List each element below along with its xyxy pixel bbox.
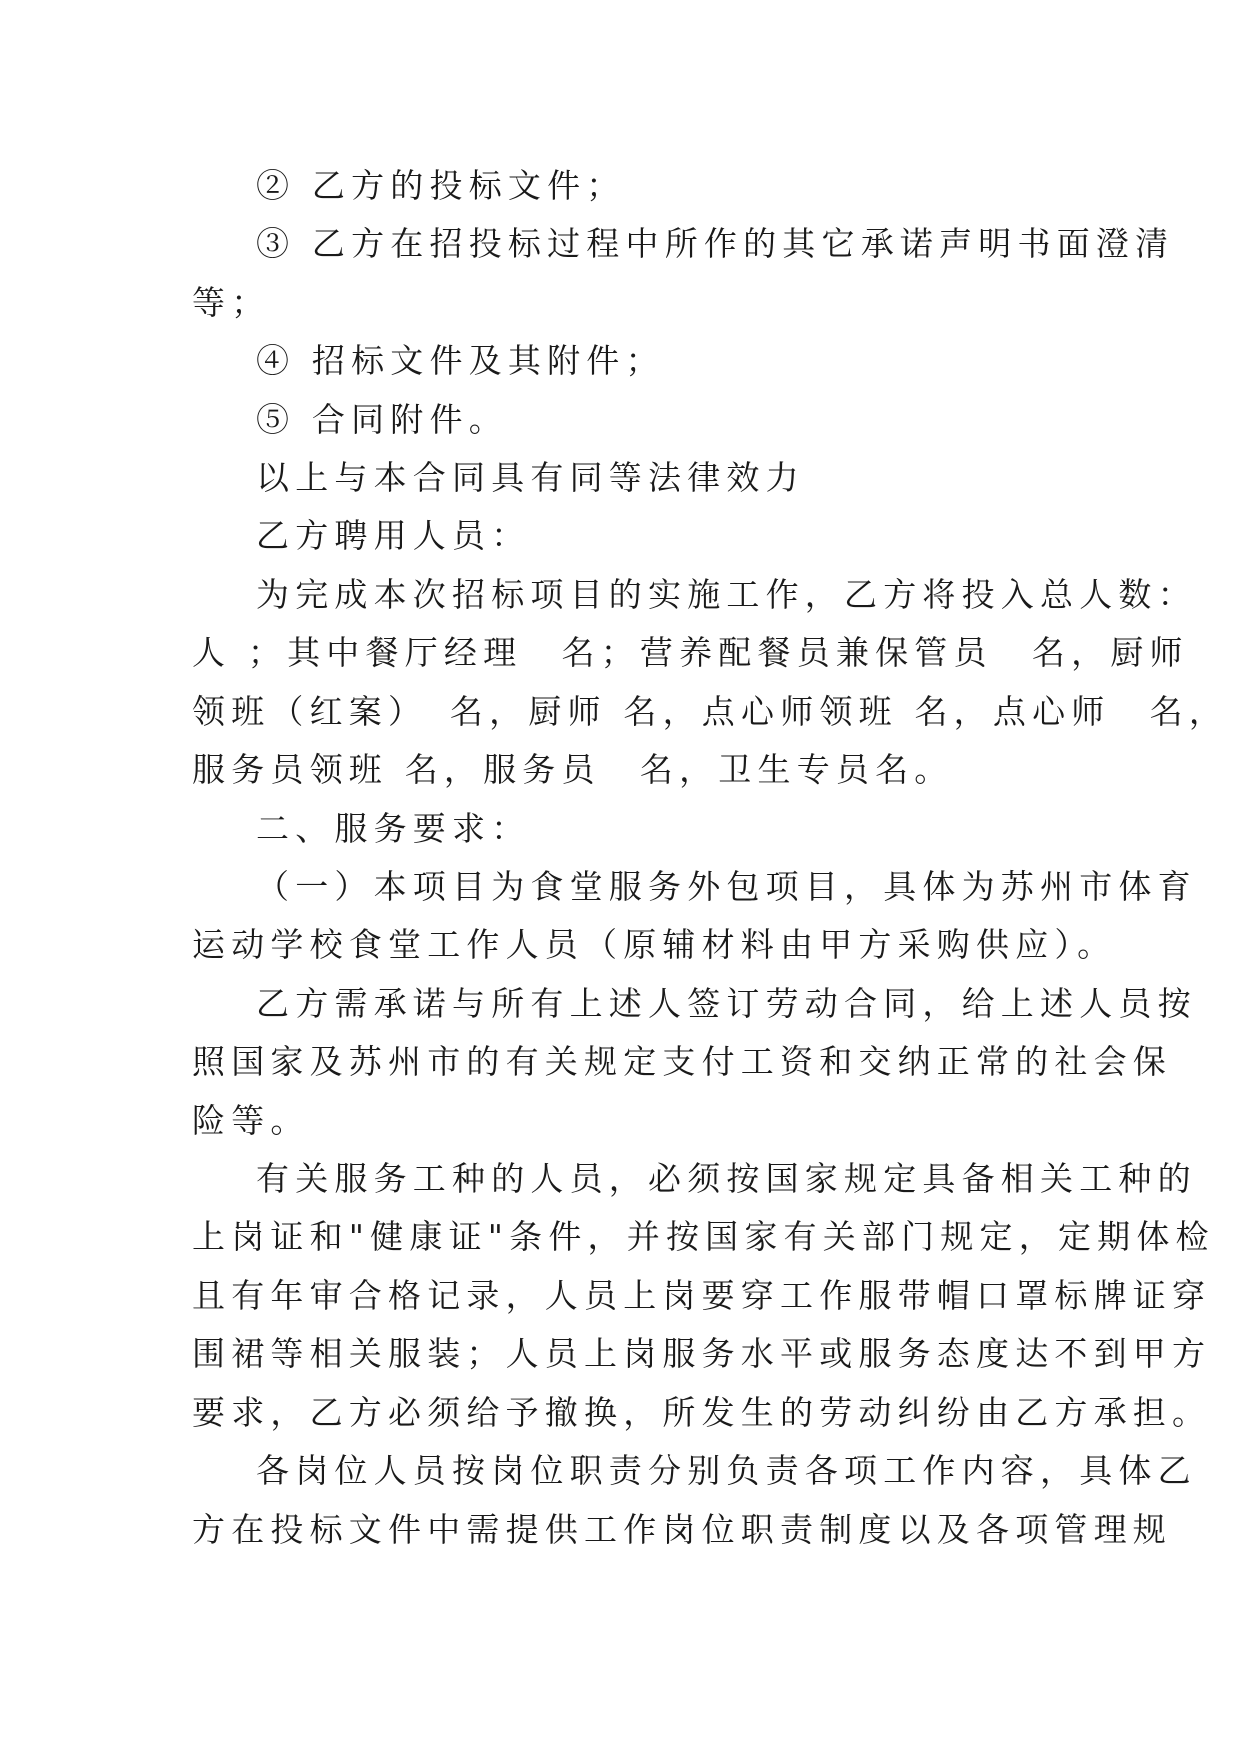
list-item-4: ④ 招标文件及其附件； [256, 341, 665, 380]
paragraph-contract-line: 乙方需承诺与所有上述人签订劳动合同，给上述人员按 [256, 984, 1197, 1023]
paragraph-staff-line: 领班（红案） 名，厨师 名，点心师领班 名，点心师 名， [192, 692, 1229, 731]
paragraph-qualification-line: 围裙等相关服装；人员上岗服务水平或服务态度达不到甲方 [192, 1334, 1212, 1373]
paragraph-qualification-line: 要求，乙方必须给予撤换，所发生的劳动纠纷由乙方承担。 [192, 1393, 1212, 1432]
paragraph-qualification-line: 上岗证和"健康证"条件，并按国家有关部门规定，定期体检 [192, 1217, 1215, 1256]
list-item-3: ③ 乙方在招投标过程中所作的其它承诺声明书面澄清 [256, 224, 1175, 263]
paragraph-qualification-line: 有关服务工种的人员，必须按国家规定具备相关工种的 [256, 1159, 1197, 1198]
paragraph-duties-line: 方在投标文件中需提供工作岗位职责制度以及各项管理规 [192, 1510, 1172, 1549]
paragraph-project-line: （一）本项目为食堂服务外包项目，具体为苏州市体育 [256, 867, 1197, 906]
paragraph-contract-line: 照国家及苏州市的有关规定支付工资和交纳正常的社会保 [192, 1042, 1172, 1081]
paragraph-staff-line: 服务员领班 名，服务员 名，卫生专员名。 [192, 750, 954, 789]
paragraph-contract-line: 险等。 [192, 1101, 310, 1140]
paragraph-legal-effect: 以上与本合同具有同等法律效力 [256, 458, 805, 497]
paragraph-duties-line: 各岗位人员按岗位职责分别负责各项工作内容，具体乙 [256, 1451, 1197, 1490]
section-heading-service-requirements: 二、服务要求： [256, 809, 531, 848]
paragraph-staff-line: 人 ；其中餐厅经理 名；营养配餐员兼保管员 名，厨师 [192, 633, 1189, 672]
paragraph-project-line: 运动学校食堂工作人员（原辅材料由甲方采购供应）。 [192, 925, 1117, 964]
paragraph-staff-line: 为完成本次招标项目的实施工作，乙方将投入总人数： [256, 575, 1197, 614]
list-item-3-cont: 等； [192, 283, 271, 322]
list-item-5: ⑤ 合同附件。 [256, 400, 508, 439]
list-item-2: ② 乙方的投标文件； [256, 166, 626, 205]
section-heading-staff: 乙方聘用人员： [256, 516, 531, 555]
paragraph-qualification-line: 且有年审合格记录，人员上岗要穿工作服带帽口罩标牌证穿 [192, 1276, 1212, 1315]
